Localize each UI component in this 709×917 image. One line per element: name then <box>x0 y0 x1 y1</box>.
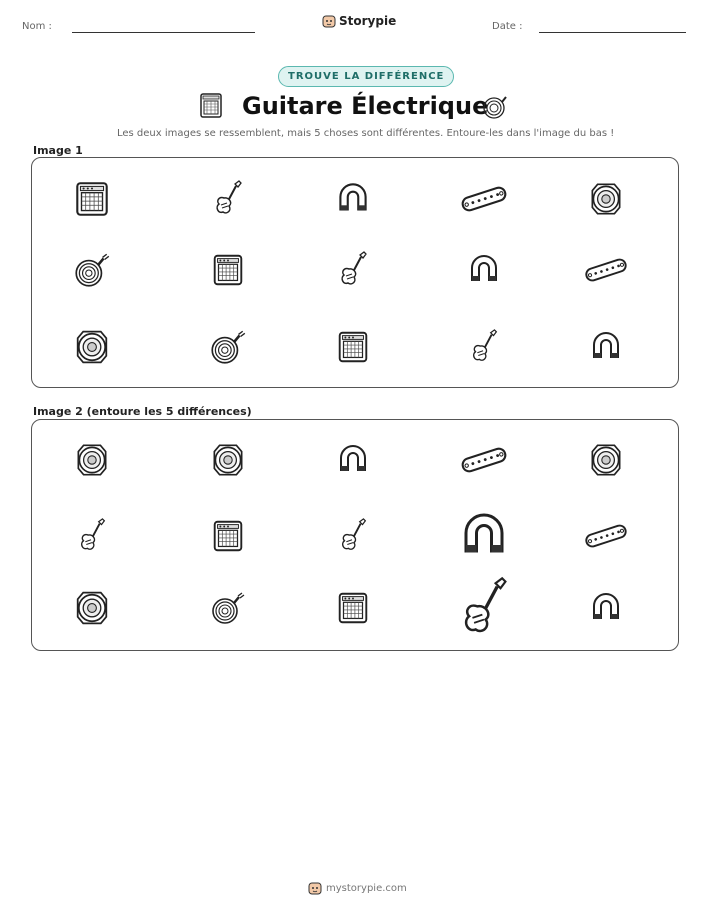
name-field[interactable] <box>72 32 255 33</box>
pickup-icon <box>458 173 510 225</box>
amp-icon <box>71 178 113 220</box>
magnet-icon[interactable] <box>586 588 626 628</box>
guitar-icon <box>333 250 373 290</box>
cable-icon <box>71 249 113 291</box>
storypie-mascot-icon <box>308 881 322 895</box>
speaker-icon[interactable] <box>71 439 113 481</box>
amp-icon[interactable] <box>334 589 372 627</box>
amp-icon <box>209 251 247 289</box>
magnet-icon <box>464 250 504 290</box>
image1-label: Image 1 <box>33 144 83 157</box>
instructions-text: Les deux images se ressemblent, mais 5 choses sont différentes. Entoure-les dans l'image du bas ! <box>117 128 615 139</box>
storypie-mascot-icon <box>322 14 336 28</box>
amp-icon[interactable] <box>209 517 247 555</box>
speaker-icon[interactable] <box>70 586 114 630</box>
title-cable-icon <box>482 94 510 124</box>
page-title: Guitare Électrique <box>242 92 489 120</box>
speaker-icon[interactable] <box>585 439 627 481</box>
title-amp-icon <box>200 92 222 122</box>
amp-icon <box>334 328 372 366</box>
activity-badge: TROUVE LA DIFFÉRENCE <box>278 66 454 87</box>
magnet-icon[interactable] <box>333 440 373 480</box>
date-label: Date : <box>492 21 523 32</box>
pickup-icon <box>582 246 630 294</box>
guitar-icon <box>465 328 503 366</box>
magnet-icon[interactable] <box>454 506 514 566</box>
name-label: Nom : <box>22 21 52 32</box>
guitar-icon[interactable] <box>73 517 111 555</box>
footer <box>308 881 407 895</box>
guitar-icon <box>208 179 248 219</box>
magnet-icon <box>586 327 626 367</box>
cable-icon <box>207 326 249 368</box>
pickup-icon[interactable] <box>458 434 510 486</box>
footer-url[interactable]: mystorypie.com <box>326 882 407 894</box>
brand-name: Storypie <box>339 14 397 28</box>
speaker-icon[interactable] <box>207 439 249 481</box>
speaker-icon <box>585 178 627 220</box>
image2-label: Image 2 (entoure les 5 différences) <box>33 405 252 418</box>
magnet-icon <box>332 178 374 220</box>
guitar-icon[interactable] <box>451 575 517 641</box>
speaker-icon <box>70 325 114 369</box>
date-field[interactable] <box>539 32 686 33</box>
brand-logo <box>322 14 396 28</box>
pickup-icon[interactable] <box>582 512 630 560</box>
guitar-icon[interactable] <box>334 517 372 555</box>
cable-icon[interactable] <box>208 588 248 628</box>
